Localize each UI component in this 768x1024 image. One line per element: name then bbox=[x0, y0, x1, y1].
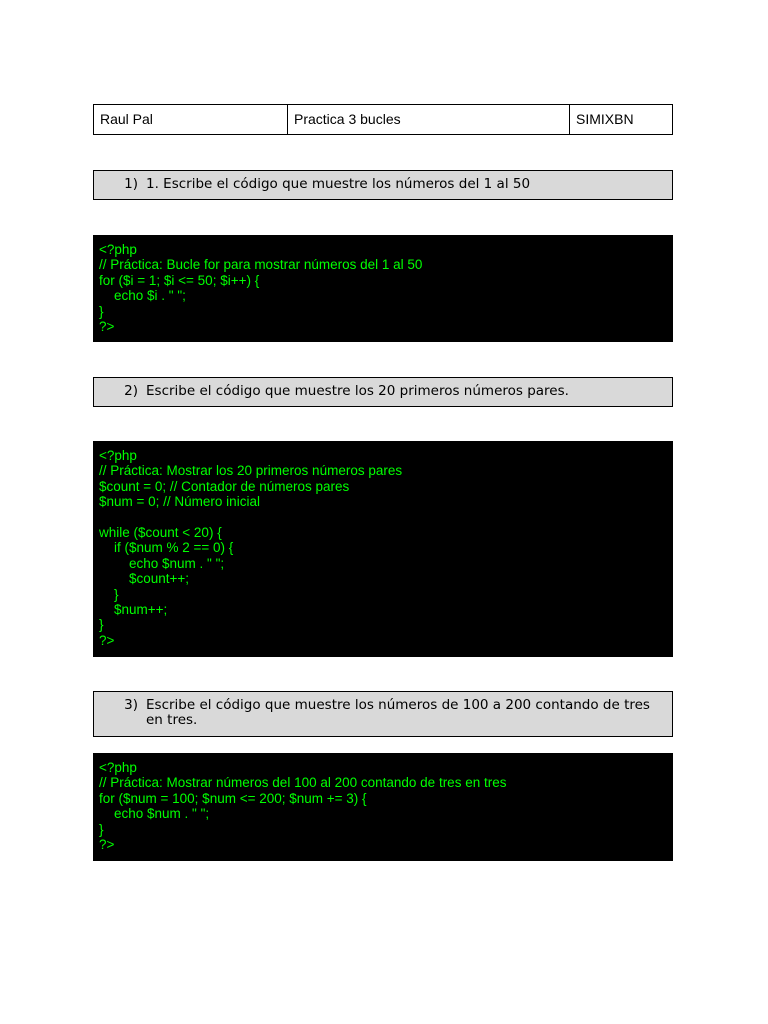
question-3 bbox=[93, 691, 673, 737]
code-line: $num = 0; // Número inicial bbox=[99, 494, 260, 510]
code-line: <?php bbox=[99, 760, 137, 775]
code-line: // Práctica: Bucle for para mostrar números del 1 al 50 bbox=[99, 257, 423, 273]
question-number: 3) bbox=[124, 697, 138, 713]
course-code-cell: SIMIXBN bbox=[576, 111, 634, 127]
code-line: echo $num . " "; bbox=[99, 555, 225, 571]
code-line: } bbox=[99, 303, 104, 319]
code-line: } bbox=[99, 617, 104, 633]
code-line: for ($i = 1; $i <= 50; $i++) { bbox=[99, 272, 260, 288]
author-name-cell: Raul Pal bbox=[94, 105, 288, 134]
question-text: Escribe el código que muestre los números de 100 a 200 contando de tres en tres. bbox=[146, 697, 650, 728]
code-block-1 bbox=[93, 235, 673, 342]
code-line: <?php bbox=[99, 242, 137, 257]
question-number: 2) bbox=[124, 383, 138, 399]
code-line: if ($num % 2 == 0) { bbox=[99, 540, 234, 556]
code-line: } bbox=[99, 586, 119, 602]
code-line: ?> bbox=[99, 319, 115, 335]
code-line: ?> bbox=[99, 632, 115, 648]
code-line: for ($num = 100; $num <= 200; $num += 3) { bbox=[99, 790, 367, 806]
code-line: $num++; bbox=[99, 602, 168, 618]
question-text: 1. Escribe el código que muestre los números del 1 al 50 bbox=[146, 176, 531, 192]
code-line: $count++; bbox=[99, 571, 190, 587]
question-number: 1) bbox=[124, 176, 138, 192]
code-line: // Práctica: Mostrar los 20 primeros números pares bbox=[99, 463, 403, 479]
code-line: while ($count < 20) { bbox=[99, 525, 222, 541]
document-title-cell: Practica 3 bucles bbox=[288, 105, 570, 134]
code-block-3 bbox=[93, 753, 673, 861]
code-line: $count = 0; // Contador de números pares bbox=[99, 478, 350, 494]
question-1 bbox=[93, 170, 673, 200]
code-line bbox=[99, 510, 667, 525]
question-2 bbox=[93, 377, 673, 407]
code-line: // Práctica: Mostrar números del 100 al 200 contando de tres en tres bbox=[99, 775, 507, 791]
code-line: ?> bbox=[99, 837, 115, 853]
code-line: } bbox=[99, 821, 104, 837]
header-table bbox=[93, 104, 673, 135]
code-line: echo $num . " "; bbox=[99, 806, 210, 822]
question-text: Escribe el código que muestre los 20 primeros números pares. bbox=[146, 383, 569, 399]
code-line: <?php bbox=[99, 448, 137, 463]
code-block-2 bbox=[93, 441, 673, 657]
code-line: echo $i . " "; bbox=[99, 288, 186, 304]
